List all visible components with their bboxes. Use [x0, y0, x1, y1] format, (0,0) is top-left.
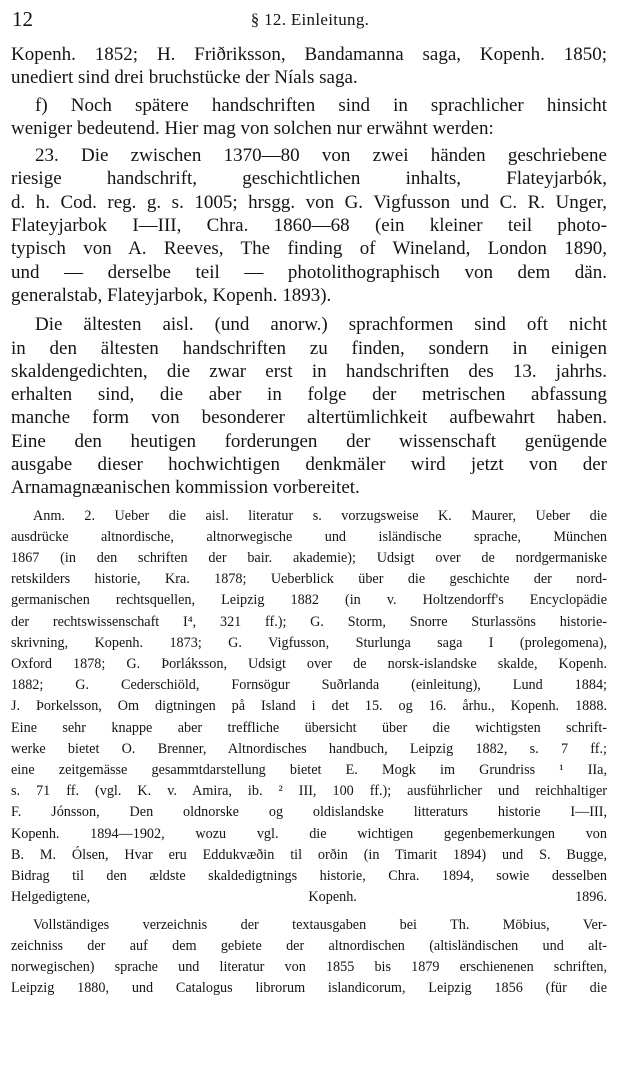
- text-line: Eine den heutigen forderungen der wissenschaft genügende: [11, 430, 607, 452]
- note-line: eine zeitgemässe gesammtdarstellung bietet E. Mogk im Grundriss ¹ IIa,: [11, 762, 607, 779]
- page-number: 12: [12, 7, 33, 31]
- text-line: Die ältesten aisl. (und anorw.) sprachformen sind oft nicht: [35, 314, 607, 336]
- note-line: norwegischen) sprache und literatur von 1855 bis 1879 erschienenen schriften,: [11, 958, 607, 975]
- note-line: Anm. 2. Ueber die aisl. literatur s. vorzugsweise K. Maurer, Ueber die: [33, 507, 607, 524]
- note-line: Oxford 1878; G. Þorláksson, Udsigt over de norsk-islandske skalde, Kopenh.: [11, 656, 607, 673]
- note-line: Bidrag til den ældste skaldedigtnings historie, Chra. 1894, sowie desselben: [11, 868, 607, 885]
- note-textausgaben: [11, 915, 607, 1000]
- note-line: B. M. Ólsen, Hvar eru Eddukvæðin til orðin (in Timarit 1894) und S. Bugge,: [11, 846, 607, 863]
- note-line: werke bietet O. Brenner, Altnordisches handbuch, Leipzig 1882, s. 7 ff.;: [11, 740, 607, 757]
- note-line: 1867 (in den schriften der bair. akademie); Udsigt over de nordgermaniske: [11, 550, 607, 567]
- text-line: riesige handschrift, geschichtlichen inhalts, Flateyjarbók,: [11, 168, 607, 190]
- text-line: Kopenh. 1852; H. Friðriksson, Bandamanna saga, Kopenh. 1850;: [11, 44, 607, 65]
- note-line: s. 71 ff. (vgl. K. v. Amira, ib. ² III, 100 ff.); ausführlicher und reichhaltiger: [11, 783, 607, 800]
- body-text: [11, 43, 607, 999]
- text-line: unediert sind drei bruchstücke der Níals saga.: [11, 67, 358, 89]
- text-line: f) Noch spätere handschriften sind in sprachlicher hinsicht: [35, 94, 607, 116]
- text-line: skaldengedichten, die zwar erst in handschriften des 13. jahrhs.: [11, 360, 607, 382]
- text-line: erhalten sind, die aber in folge der metrischen abfassung: [11, 384, 607, 406]
- note-line: zeichniss der auf dem gebiete der altnordischen (altisländischen und alt-: [11, 937, 607, 954]
- text-line: typisch von A. Reeves, The finding of Wineland, London 1890,: [11, 238, 607, 260]
- note-line: Kopenh. 1894—1902, wozu vgl. die wichtigen gegenbemerkungen von: [11, 825, 607, 842]
- text-line: generalstab, Flateyjarbok, Kopenh. 1893).: [11, 284, 332, 306]
- note-anm-2: [11, 506, 607, 909]
- page-header: [0, 6, 620, 36]
- text-line: weniger bedeutend. Hier mag von solchen nur erwähnt werden:: [11, 117, 494, 139]
- paragraph-f: [11, 94, 607, 141]
- text-line: und — derselbe teil — photolithographisch von dem dän.: [11, 261, 607, 283]
- text-line: Flateyjarbok I—III, Chra. 1860—68 (ein kleiner teil photo-: [11, 215, 607, 237]
- text-line: in den ältesten handschriften zu finden, sondern in einigen: [11, 337, 607, 359]
- note-line: Leipzig 1880, und Catalogus librorum islandicorum, Leipzig 1856 (für die: [11, 980, 607, 997]
- note-line: skrivning, Kopenh. 1873; G. Vigfusson, Sturlunga saga I (prolegomena),: [11, 634, 607, 651]
- note-line: 1882; G. Cederschiöld, Fornsögur Suðrlanda (einleitung), Lund 1884;: [11, 677, 607, 694]
- note-line: der rechtswissenschaft I⁴, 321 ff.); G. Storm, Snorre Sturlassöns historie-: [11, 613, 607, 630]
- note-line: Eine sehr knappe aber treffliche übersicht über die wichtigsten schrift-: [11, 719, 607, 736]
- text-line: d. h. Cod. reg. g. s. 1005; hrsgg. von G. Vigfusson und C. R. Unger,: [11, 191, 607, 213]
- note-line: retskilders historie, Kra. 1878; Ueberblick über die geschichte der nord-: [11, 571, 607, 588]
- note-line: ausdrücke altnordische, altnorwegische und isländische sprache, München: [11, 528, 607, 545]
- note-line: J. Þorkelsson, Om digtningen på Island i det 15. og 16. århu., Kopenh. 1888.: [11, 698, 607, 715]
- text-line: 23. Die zwischen 1370—80 von zwei händen geschriebene: [35, 145, 607, 167]
- note-line: F. Jónsson, Den oldnorske og oldislandske litteraturs historie I—III,: [11, 804, 607, 821]
- paragraph-aisl: [11, 313, 607, 499]
- note-line: Vollständiges verzeichnis der textausgaben bei Th. Möbius, Ver-: [33, 916, 607, 933]
- paragraph-23: [11, 144, 607, 307]
- paragraph-continuation: [11, 43, 607, 90]
- text-line: ausgabe dieser hochwichtigen denkmäler wird jetzt von der: [11, 454, 607, 476]
- text-line: manche form von besonderer altertümlichkeit aufbewahrt haben.: [11, 407, 607, 429]
- note-line: germanischen rechtsquellen, Leipzig 1882 (in v. Holtzendorff's Encyclopädie: [11, 592, 607, 609]
- text-line: Arnamagnæanischen kommission vorbereitet.: [11, 477, 360, 499]
- note-line: Helgedigtene, Kopenh. 1896.: [11, 889, 607, 906]
- running-title: § 12. Einleitung.: [250, 10, 370, 29]
